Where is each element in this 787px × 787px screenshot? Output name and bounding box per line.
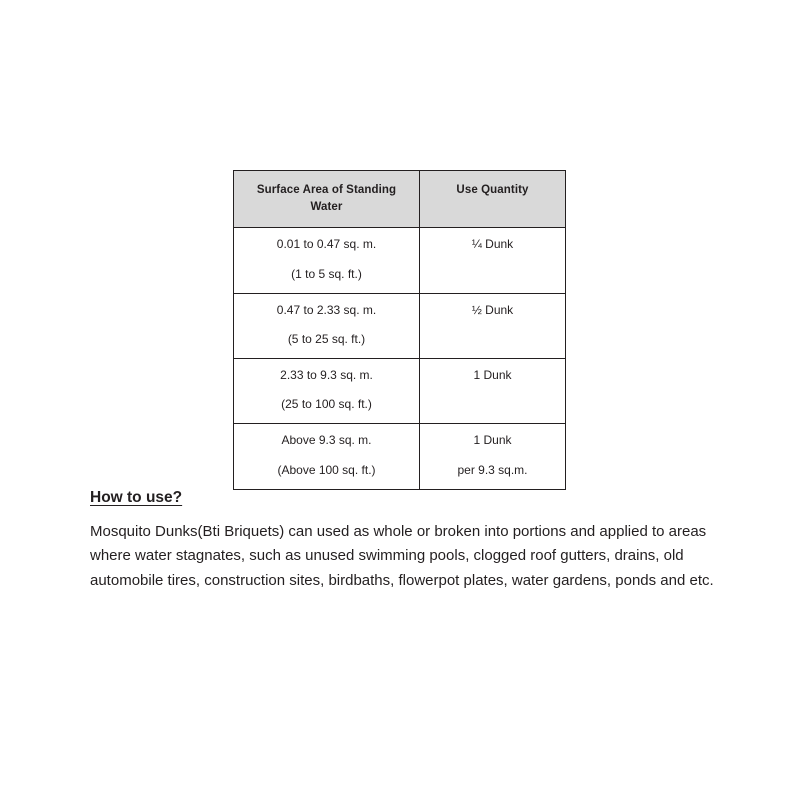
- surface-area-imperial: (5 to 25 sq. ft.): [287, 331, 366, 346]
- surface-area-metric: 2.33 to 9.3 sq. m.: [280, 368, 373, 383]
- cell-use-quantity: [420, 228, 566, 293]
- surface-area-imperial: (25 to 100 sq. ft.): [281, 397, 372, 412]
- column-header-surface-area: [234, 171, 420, 228]
- surface-area-metric: Above 9.3 sq. m.: [281, 433, 372, 448]
- surface-area-imperial: (1 to 5 sq. ft.): [291, 266, 362, 281]
- surface-area-metric: 0.47 to 2.33 sq. m.: [276, 302, 377, 317]
- table-header: [234, 171, 566, 228]
- cell-surface-area: [234, 424, 420, 489]
- column-header-use-quantity: Use Quantity: [420, 171, 566, 228]
- dosage-table: [233, 170, 566, 490]
- table-row: [234, 228, 566, 293]
- cell-use-quantity: [420, 293, 566, 358]
- table-header-row: [234, 171, 566, 228]
- table-body: [234, 228, 566, 490]
- section-paragraph: Mosquito Dunks(Bti Briquets) can used as whole or broken into portions and applied to areas where water stagnates, such as unused swimming pools, clogged roof gutters, drains, old automobile tires, construction sites, birdbaths, flowerpot plates, water gardens, ponds and etc.: [90, 523, 714, 589]
- table-row: [234, 424, 566, 489]
- surface-area-imperial: (Above 100 sq. ft.): [277, 462, 376, 477]
- cell-surface-area: [234, 228, 420, 293]
- use-quantity-line1: ¼ Dunk: [471, 237, 514, 252]
- surface-area-metric: 0.01 to 0.47 sq. m.: [276, 237, 377, 252]
- use-quantity-line1: 1 Dunk: [473, 368, 512, 383]
- use-quantity-line1: 1 Dunk: [473, 433, 512, 448]
- table-row: [234, 293, 566, 358]
- cell-surface-area: [234, 359, 420, 424]
- column-header-surface-area-line2: Water: [310, 200, 343, 213]
- table-row: [234, 359, 566, 424]
- use-quantity-line2: per 9.3 sq.m.: [457, 462, 528, 477]
- section-heading-how-to-use: How to use?: [90, 489, 183, 506]
- cell-surface-area: [234, 293, 420, 358]
- cell-use-quantity: [420, 424, 566, 489]
- cell-use-quantity: [420, 359, 566, 424]
- column-header-surface-area-line1: Surface Area of Standing: [256, 184, 397, 196]
- use-quantity-line1: ½ Dunk: [471, 302, 514, 317]
